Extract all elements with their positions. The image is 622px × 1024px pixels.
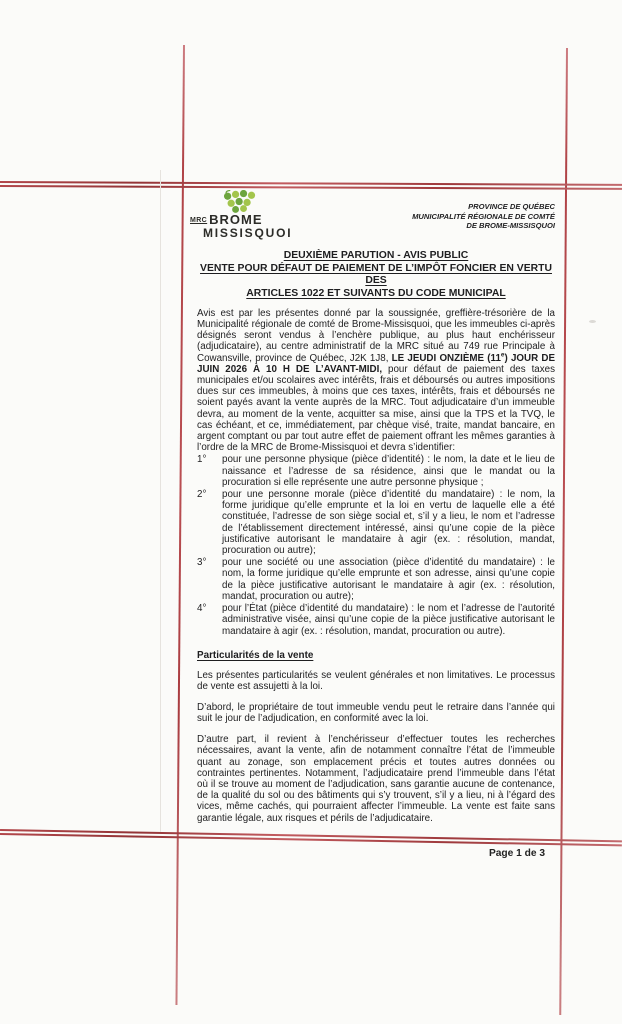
- list-item: [197, 489, 555, 556]
- title-line: ARTICLES 1022 ET SUIVANTS DU CODE MUNICIPAL: [246, 288, 506, 300]
- letterhead-line: DE BROME-MISSISQUOI: [466, 221, 555, 231]
- list-item-number: 4°: [197, 603, 207, 615]
- list-item-number: 1°: [197, 454, 207, 466]
- list-item: [197, 603, 555, 637]
- list-item: [197, 557, 555, 602]
- letterhead: [412, 189, 555, 231]
- intro-segment: LE JEUDI ONZIÈME (11: [391, 352, 501, 364]
- logo-wordmark-line1: [190, 213, 292, 227]
- body-paragraph: D’autre part, il revient à l’enchérisseur d’effectuer toutes les recherches nécessaires, avant la vente, afin de notamment connaître l’état de l’immeuble quant au zonage, son emplacement précis et toutes autres données ou contraintes pertinentes. Notamment, l’adjudicataire prend l’immeuble dans l’état où il se trouve au moment de l’adjudication, sans garantie aucune de contenance, de la qualité du sol ou des bâtiments qui s’y trouvent, s’il y a lieu, ni à l’égard des vices, même cachés, qui pourraient affecter l’immeuble. La vente est faite sans garantie légale, aux risques et périls de l’adjudicataire.: [197, 734, 555, 824]
- intro-segment: Avis est par les présentes donné par la soussignée, greffière-trésorière de la Municipalité régionale de comté de Brome-Missisquoi, que les immeubles ci-après désignés seront vendus à l’enchère publique, au plus haut enchérisseur (adjudicataire), au centre administratif de la MRC situé au 749 rue Principale à Cowansville, province de Québec, J2K 1J8,: [197, 307, 555, 364]
- logo-brome-label: BROME: [209, 212, 263, 227]
- list-item: [197, 454, 555, 488]
- list-item-text: pour l’État (pièce d’identité du mandataire) : le nom et l’adresse de l’autorité administrative visée, ainsi qu’une copie de la pièce justificative autorisant le mandataire à agir (ex. : résolution, mandat, procuration ou autre).: [222, 603, 555, 637]
- list-item-number: 3°: [197, 557, 207, 569]
- notice-title-block: [197, 250, 555, 301]
- document-header: [190, 189, 555, 246]
- mrc-brome-missisquoi-logo: [190, 189, 292, 240]
- letterhead-line: PROVINCE DE QUÉBEC: [468, 202, 555, 211]
- title-line: VENTE POUR DÉFAUT DE PAIEMENT DE L’IMPÔT FONCIER EN VERTU DES: [200, 262, 552, 287]
- grape-cluster-icon: [216, 190, 264, 213]
- intro-paragraph: [197, 308, 555, 454]
- logo-missisquoi-label: MISSISQUOI: [203, 226, 293, 240]
- list-item-text: pour une personne morale (pièce d’identité du mandataire) : le nom, la forme juridique qu’elle emprunte et la loi en vertu de laquelle elle a été constituée, l’adresse de son siège social et, s’il y a lieu, le nom et l’adresse de l’établissement directement intéressé, ainsi qu’une copie de la pièce justificative autorisant le mandataire à agir (ex. : résolution, mandat, procuration ou autre);: [222, 489, 555, 557]
- section-heading: Particularités de la vente: [197, 649, 314, 661]
- intro-segment: e: [500, 351, 505, 359]
- list-item-number: 2°: [197, 489, 207, 501]
- intro-segment: pour défaut de paiement des taxes municipales et/ou scolaires avec intérêts, frais et déboursés ou autres impositions dues sur ces immeubles, à moins que ces taxes, intérêts, frais et déboursés ne soient payés avant la vente auprès de la MRC. Tout adjudicataire d’un immeuble devra, au moment de la vente, acquitter sa mise, ainsi que la TPS et la TVQ, le cas échéant, et ce, immédiatement, par chèque visé, traite, mandat bancaire, en argent comptant ou par tout autre effet de paiement offrant les mêmes garanties à l’ordre de la MRC de Brome-Missisquoi et devra s’identifier:: [197, 363, 555, 454]
- list-item-text: pour une société ou une association (pièce d’identité du mandataire) : le nom, la forme juridique qu’elle emprunte et son adresse, ainsi qu’une copie de la pièce justificative autorisant le mandataire à agir (ex. : résolution, mandat, procuration ou autre);: [222, 557, 555, 602]
- title-line: DEUXIÈME PARUTION - AVIS PUBLIC: [283, 250, 469, 261]
- page-number: Page 1 de 3: [488, 848, 545, 859]
- identification-list: [197, 454, 555, 636]
- body-paragraph: D’abord, le propriétaire de tout immeuble vendu peut le retraire dans l’année qui suit le jour de l’adjudication, en conformité avec la loi.: [197, 701, 555, 725]
- notice-content: [190, 189, 555, 834]
- intro-segment: ) JOUR DE JUIN 2026 À 10 H DE L’AVANT-MIDI,: [197, 352, 555, 375]
- letterhead-line: MUNICIPALITÉ RÉGIONALE DE COMTÉ: [412, 211, 555, 221]
- list-item-text: pour une personne physique (pièce d’identité) : le nom, la date et le lieu de naissance et l’adresse de sa résidence, ainsi que le mandat ou la procuration si elle représente une autre personne physique ;: [222, 454, 555, 488]
- scan-noise-speck: [589, 320, 596, 323]
- registration-line-left: [175, 45, 184, 1005]
- registration-line-right: [559, 48, 567, 1015]
- page-edge-shadow: [160, 170, 161, 832]
- body-paragraph: Les présentes particularités se veulent générales et non limitatives. Le processus de vente est assujetti à la loi.: [197, 669, 555, 692]
- particularites-paragraphs: [197, 670, 555, 824]
- logo-mrc-label: MRC: [190, 217, 208, 224]
